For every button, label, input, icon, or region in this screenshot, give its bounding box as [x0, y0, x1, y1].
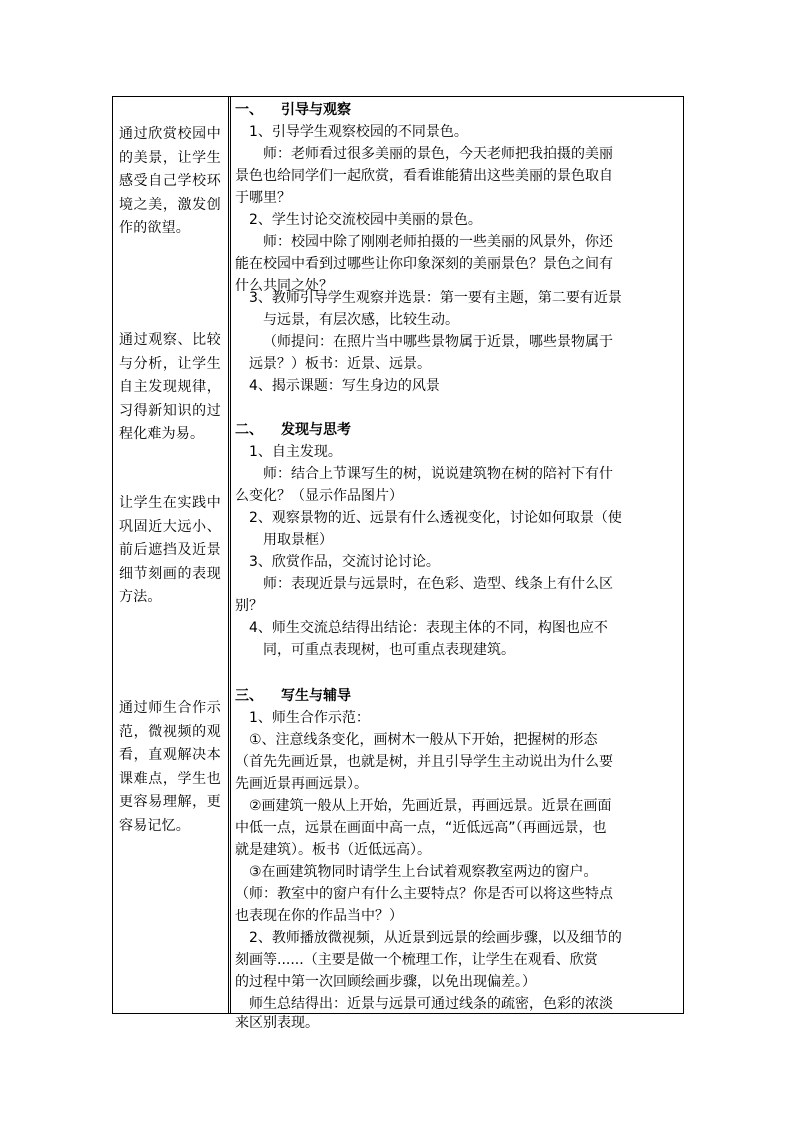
lesson-table — [112, 96, 684, 1031]
intent-note-2: 通过观察、比较与分析，让学生自主发现规律，习得新知识的过程化难为易。 — [119, 332, 221, 442]
section-3-heading — [235, 685, 351, 707]
section-3-line: 师生总结得出：近景与远景可通过线条的疏密，色彩的浓淡 — [249, 996, 613, 1012]
section-1-line: 3、教师引导学生观察并选景：第一要有主题，第二要有近景 — [249, 290, 622, 306]
section-1-number: 一、 — [235, 102, 263, 118]
section-2-number: 二、 — [235, 422, 263, 438]
section-3-line: 1、师生合作示范： — [249, 710, 370, 726]
section-3-line: （师：教室中的窗户有什么主要特点？你是否可以将这些特点 — [235, 886, 613, 902]
section-1-line: 4、揭示课题：写生身边的风景 — [249, 378, 440, 394]
section-3-line: 就是建筑）。板书（近低远高）。 — [235, 842, 431, 858]
section-3-line: ③在画建筑物同时请学生上台试着观察教室两边的窗户。 — [249, 864, 598, 880]
section-2-line: 师：表现近景与远景时，在色彩、造型、线条上有什么区 — [263, 576, 613, 592]
section-2-line: 用取景框） — [263, 532, 333, 548]
section-3-line: ②画建筑一般从上开始，先画近景，再画远景。近景在画面 — [249, 798, 612, 814]
section-1-line: 什么共同之处？ — [235, 278, 333, 294]
section-2-line: 同，可重点表现树，也可重点表现建筑。 — [263, 642, 515, 658]
section-2-line: 么变化？（显示作品图片） — [235, 488, 403, 504]
section-3-title: 写生与辅导 — [281, 688, 351, 704]
section-3-line: 中低一点，远景在画面中高一点，“近低远高”（再画远景，也 — [235, 820, 607, 836]
section-3-line: （首先先画近景，也就是树，并且引导学生主动说出为什么要 — [235, 754, 613, 770]
section-2-line: 师：结合上节课写生的树，说说建筑物在树的陪衬下有什 — [263, 466, 613, 482]
section-3-line: 刻画等......（主要是做一个梳理工作，让学生在观看、欣赏 — [235, 952, 598, 968]
section-2-line: 3、欣赏作品，交流讨论讨论。 — [249, 554, 440, 570]
intent-note-3: 让学生在实践中巩固近大远小、前后遮挡及近景细节刻画的表现方法。 — [119, 495, 221, 605]
section-1-line: 2、学生讨论交流校园中美丽的景色。 — [249, 212, 482, 228]
section-1-line: 远景？）板书：近景、远景。 — [249, 356, 431, 372]
section-1-line: 于哪里？ — [235, 190, 291, 206]
section-1-line: 师：老师看过很多美丽的景色，今天老师把我拍摄的美丽 — [263, 146, 613, 162]
section-3-line: ①、注意线条变化，画树木一般从下开始，把握树的形态 — [249, 732, 598, 748]
section-3-line: 先画近景再画远景）。 — [235, 776, 368, 792]
section-3-line: 也表现在你的作品当中？） — [235, 908, 403, 924]
section-3-number: 三、 — [235, 688, 263, 704]
section-3-line: 的过程中第一次回顾绘画步骤，以免出现偏差。） — [235, 974, 536, 990]
section-1-line: 能在校园中看到过哪些让你印象深刻的美丽景色？景色之间有 — [235, 256, 613, 272]
section-2-heading — [235, 419, 351, 441]
column-divider-inner — [230, 97, 231, 1013]
column-divider — [228, 97, 229, 1013]
section-2-line: 2、观察景物的近、远景有什么透视变化，讨论如何取景（使 — [249, 510, 622, 526]
section-3-line: 来区别表现。 — [235, 1015, 319, 1031]
section-2-line: 4、师生交流总结得出结论：表现主体的不同，构图也应不 — [249, 620, 608, 636]
intent-note-1: 通过欣赏校园中的美景，让学生感受自己学校环境之美，激发创作的欲望。 — [119, 126, 221, 236]
intent-note-4: 通过师生合作示范，微视频的观看，直观解决本课难点，学生也更容易理解，更容易记忆。 — [119, 700, 221, 834]
section-2-line: 1、自主发现。 — [249, 444, 342, 460]
section-1-line: 1、引导学生观察校园的不同景色。 — [249, 124, 468, 140]
section-1-line: （师提问：在照片当中哪些景物属于近景，哪些景物属于 — [263, 334, 613, 350]
section-1-line: 师：校园中除了刚刚老师拍摄的一些美丽的风景外，你还 — [263, 234, 613, 250]
section-1-line: 与远景，有层次感，比较生动。 — [263, 312, 459, 328]
section-1-title: 引导与观察 — [281, 102, 351, 118]
section-1-heading — [235, 99, 351, 121]
section-2-line: 别？ — [235, 598, 263, 614]
section-1-line: 景色也给同学们一起欣赏，看看谁能猜出这些美丽的景色取自 — [235, 168, 613, 184]
section-3-line: 2、教师播放微视频，从近景到远景的绘画步骤，以及细节的 — [249, 930, 622, 946]
section-2-title: 发现与思考 — [281, 422, 351, 438]
